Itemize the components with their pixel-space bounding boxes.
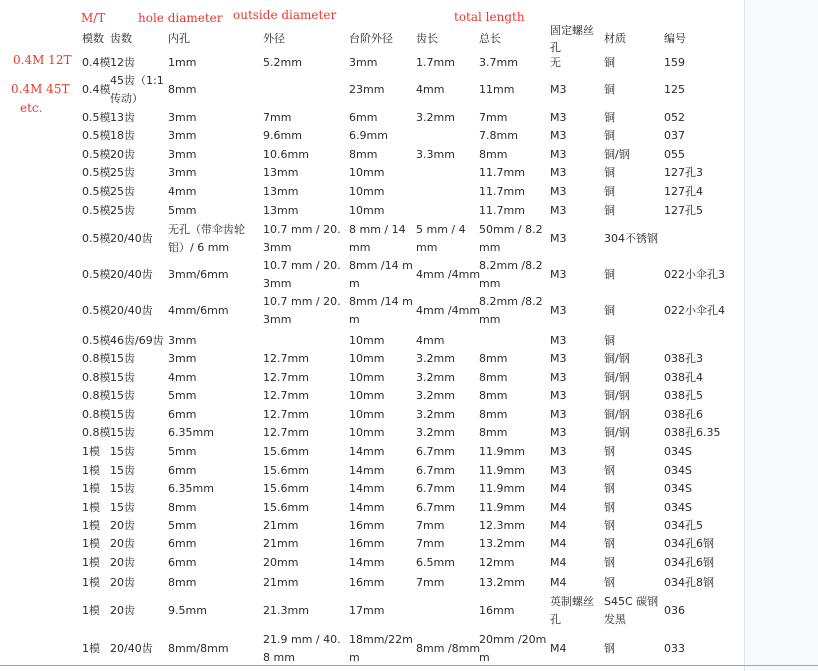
cell-step-outer-diameter: 8mm [349,148,378,161]
cell-modulus: 0.8模 [82,389,111,402]
cell-set-screw-hole: M4 [550,576,567,589]
cell-total-length: 50mm / 8.2 mm [479,222,543,254]
cell-part-number: 034S [664,482,692,495]
cell-material: 铜 [604,333,615,347]
cell-modulus: 1模 [82,576,100,589]
cell-material: 钢 [604,556,615,569]
cell-outer-diameter: 21mm [263,576,299,589]
cell-tooth-length: 3.2mm [416,408,455,421]
cell-bore: 6mm [168,408,197,421]
cell-modulus: 0.8模 [82,426,111,439]
cell-step-outer-diameter: 6mm [349,110,378,124]
column-header-tooth-length: 齿长 [416,32,438,45]
column-header-outer-diameter: 外径 [263,32,285,45]
cell-bore: 6mm [168,464,197,477]
cell-outer-diameter: 5.2mm [263,55,302,69]
cell-total-length: 11mm [479,82,515,96]
cell-tooth-length: 5 mm / 4 mm [416,222,466,254]
cell-bore: 无孔（带伞齿轮铝）/ 6 mm [168,222,245,254]
cell-material: 铜/钢 [604,352,630,365]
cell-part-number: 038孔5 [664,389,703,402]
cell-part-number: 125 [664,82,685,96]
cell-tooth-count: 46齿/69齿 [110,333,164,347]
cell-bore: 3mm [168,352,197,365]
column-header-tooth-count: 齿数 [110,32,132,45]
cell-set-screw-hole: M4 [550,556,567,569]
cell-outer-diameter: 21mm [263,519,299,532]
cell-step-outer-diameter: 14mm [349,501,385,514]
cell-set-screw-hole: M4 [550,537,567,550]
cell-bore: 4mm/6mm [168,304,229,317]
cell-bore: 1mm [168,55,197,69]
cell-set-screw-hole: M4 [550,482,567,495]
cell-part-number: 127孔5 [664,204,703,217]
cell-modulus: 0.5模 [82,204,111,217]
cell-bore: 3mm [168,333,197,347]
cell-set-screw-hole: M3 [550,352,567,365]
cell-bore: 6.35mm [168,426,214,439]
cell-modulus: 0.5模 [82,268,111,281]
cell-outer-diameter: 12.7mm [263,426,309,439]
annotation-hole-diameter: hole diameter [138,11,223,25]
cell-part-number: 038孔6.35 [664,426,721,439]
cell-bore: 6.35mm [168,482,214,495]
cell-bore: 3mm [168,148,197,161]
cell-set-screw-hole: M3 [550,426,567,439]
cell-material: 钢 [604,482,615,495]
cell-material: 铜/钢 [604,408,630,421]
cell-total-length: 11.9mm [479,464,525,477]
right-panel [745,0,818,671]
cell-step-outer-diameter: 10mm [349,204,385,217]
cell-step-outer-diameter: 6.9mm [349,129,388,142]
cell-bore: 8mm [168,501,197,514]
column-header-set-screw-hole: 固定螺丝孔 [550,24,594,54]
cell-tooth-count: 20/40齿 [110,268,153,281]
cell-outer-diameter: 15.6mm [263,445,309,458]
cell-outer-diameter: 15.6mm [263,464,309,477]
cell-step-outer-diameter: 10mm [349,408,385,421]
cell-tooth-length: 6.7mm [416,445,455,458]
cell-part-number: 034S [664,464,692,477]
cell-bore: 4mm [168,371,197,384]
cell-bore: 3mm [168,166,197,179]
cell-modulus: 0.5模 [82,110,111,124]
cell-material: 钢 [604,519,615,532]
cell-bore: 8mm [168,82,197,96]
cell-outer-diameter: 20mm [263,556,299,569]
cell-set-screw-hole: M4 [550,501,567,514]
cell-part-number: 127孔3 [664,166,703,179]
cell-tooth-count: 25齿 [110,185,135,198]
cell-set-screw-hole: M3 [550,204,567,217]
cell-modulus: 0.5模 [82,304,111,317]
cell-outer-diameter: 10.7 mm / 20.3mm [263,259,341,290]
cell-tooth-length: 3.2mm [416,389,455,402]
cell-bore: 8mm/8mm [168,642,229,655]
cell-modulus: 0.8模 [82,352,111,365]
cell-set-screw-hole: M3 [550,304,567,317]
cell-part-number: 034S [664,501,692,514]
cell-tooth-length: 7mm [416,537,445,550]
cell-material: 钢 [604,576,615,589]
cell-set-screw-hole: M3 [550,166,567,179]
cell-tooth-count: 20齿 [110,537,135,550]
cell-tooth-count: 25齿 [110,204,135,217]
cell-bore: 4mm [168,185,197,198]
cell-tooth-length: 3.2mm [416,110,455,124]
cell-total-length: 8.2mm /8.2mm [479,295,543,326]
cell-modulus: 0.5模 [82,231,111,245]
cell-modulus: 0.4模 [82,55,111,69]
cell-modulus: 0.5模 [82,333,111,347]
cell-tooth-count: 20齿 [110,148,135,161]
cell-outer-diameter: 21.9 mm / 40.8 mm [263,633,341,664]
cell-part-number: 159 [664,55,685,69]
cell-outer-diameter: 7mm [263,110,292,124]
annotation-mt: M/T [81,11,106,25]
cell-modulus: 1模 [82,482,100,495]
cell-modulus: 1模 [82,537,100,550]
cell-tooth-count: 20齿 [110,576,135,589]
cell-outer-diameter: 15.6mm [263,501,309,514]
cell-total-length: 11.9mm [479,501,525,514]
cell-bore: 9.5mm [168,604,207,617]
cell-tooth-count: 20/40齿 [110,231,153,245]
cell-part-number: 052 [664,110,685,124]
cell-outer-diameter: 15.6mm [263,482,309,495]
cell-bore: 8mm [168,576,197,589]
annotation-total-length: total length [454,10,525,24]
cell-outer-diameter: 13mm [263,166,299,179]
cell-outer-diameter: 21mm [263,537,299,550]
cell-total-length: 13.2mm [479,537,525,550]
cell-set-screw-hole: M3 [550,185,567,198]
cell-total-length: 8mm [479,408,508,421]
cell-tooth-count: 20齿 [110,519,135,532]
cell-part-number: 127孔4 [664,185,703,198]
cell-tooth-count: 15齿 [110,408,135,421]
cell-total-length: 20mm /20mm [479,633,547,664]
cell-step-outer-diameter: 14mm [349,556,385,569]
cell-outer-diameter: 10.6mm [263,148,309,161]
cell-total-length: 8.2mm /8.2mm [479,259,543,290]
cell-material: 铜 [604,268,615,281]
cell-step-outer-diameter: 14mm [349,445,385,458]
cell-part-number: 033 [664,642,685,655]
annotation-outside-diameter: outside diameter [233,8,337,22]
cell-modulus: 0.4模 [82,82,111,96]
cell-set-screw-hole: M3 [550,110,567,124]
cell-set-screw-hole: M3 [550,464,567,477]
cell-total-length: 7mm [479,110,508,124]
cell-tooth-length: 6.7mm [416,464,455,477]
cell-set-screw-hole: M3 [550,82,567,96]
cell-bore: 5mm [168,519,197,532]
cell-step-outer-diameter: 16mm [349,576,385,589]
cell-modulus: 1模 [82,556,100,569]
cell-total-length: 11.9mm [479,445,525,458]
cell-tooth-count: 20/40齿 [110,304,153,317]
cell-bore: 3mm [168,129,197,142]
cell-total-length: 11.7mm [479,204,525,217]
cell-material: 304不锈钢 [604,231,658,245]
cell-total-length: 8mm [479,148,508,161]
cell-material: 铜 [604,304,615,317]
cell-modulus: 1模 [82,519,100,532]
cell-tooth-count: 25齿 [110,166,135,179]
annotation-example-1: 0.4M 12T [13,53,72,67]
cell-total-length: 8mm [479,352,508,365]
cell-total-length: 8mm [479,371,508,384]
cell-tooth-length: 7mm [416,576,445,589]
cell-modulus: 0.8模 [82,408,111,421]
cell-tooth-length: 4mm [416,333,445,347]
cell-tooth-count: 15齿 [110,501,135,514]
cell-tooth-length: 3.2mm [416,352,455,365]
cell-step-outer-diameter: 14mm [349,482,385,495]
cell-outer-diameter: 12.7mm [263,389,309,402]
cell-tooth-count: 45齿（1:1传动） [110,73,164,105]
cell-set-screw-hole: 英制螺丝孔 [550,595,594,626]
cell-outer-diameter: 21.3mm [263,604,309,617]
cell-material: 铜 [604,55,615,69]
cell-tooth-count: 20齿 [110,556,135,569]
cell-tooth-length: 7mm [416,519,445,532]
cell-tooth-count: 20齿 [110,604,135,617]
cell-step-outer-diameter: 23mm [349,82,385,96]
cell-modulus: 1模 [82,501,100,514]
cell-set-screw-hole: 无 [550,55,561,69]
cell-total-length: 3.7mm [479,55,518,69]
cell-tooth-length: 6.7mm [416,501,455,514]
cell-step-outer-diameter: 10mm [349,426,385,439]
cell-part-number: 034孔8钢 [664,576,714,589]
cell-set-screw-hole: M3 [550,268,567,281]
cell-tooth-count: 18齿 [110,129,135,142]
cell-step-outer-diameter: 3mm [349,55,378,69]
cell-material: 钢 [604,501,615,514]
cell-tooth-count: 15齿 [110,464,135,477]
cell-tooth-count: 12齿 [110,55,135,69]
cell-tooth-length: 3.2mm [416,426,455,439]
cell-outer-diameter: 13mm [263,204,299,217]
cell-bore: 3mm [168,110,197,124]
cell-step-outer-diameter: 14mm [349,464,385,477]
cell-modulus: 1模 [82,464,100,477]
cell-total-length: 11.7mm [479,166,525,179]
cell-modulus: 0.5模 [82,148,111,161]
cell-set-screw-hole: M4 [550,519,567,532]
cell-bore: 5mm [168,389,197,402]
cell-bore: 6mm [168,556,197,569]
cell-material: 铜 [604,166,615,179]
cell-modulus: 1模 [82,445,100,458]
cell-step-outer-diameter: 10mm [349,371,385,384]
cell-outer-diameter: 10.7 mm / 20.3mm [263,295,341,326]
cell-set-screw-hole: M3 [550,231,567,245]
cell-step-outer-diameter: 10mm [349,333,385,347]
cell-part-number: 022小伞孔4 [664,304,725,317]
cell-step-outer-diameter: 8mm /14 mm [349,259,413,290]
cell-step-outer-diameter: 10mm [349,352,385,365]
cell-total-length: 11.7mm [479,185,525,198]
cell-part-number: 034孔6钢 [664,537,714,550]
cell-tooth-length: 4mm /4mm [416,268,481,281]
cell-material: 钢 [604,537,615,550]
cell-modulus: 0.5模 [82,129,111,142]
cell-material: 铜 [604,185,615,198]
cell-set-screw-hole: M3 [550,148,567,161]
cell-tooth-count: 13齿 [110,110,135,124]
cell-tooth-length: 1.7mm [416,55,455,69]
cell-total-length: 12.3mm [479,519,525,532]
cell-total-length: 7.8mm [479,129,518,142]
cell-step-outer-diameter: 16mm [349,537,385,550]
cell-tooth-count: 15齿 [110,426,135,439]
cell-tooth-count: 15齿 [110,389,135,402]
cell-material: 铜 [604,129,615,142]
cell-tooth-count: 15齿 [110,445,135,458]
cell-total-length: 8mm [479,389,508,402]
cell-part-number: 038孔6 [664,408,703,421]
cell-step-outer-diameter: 18mm/22m m [349,633,413,664]
cell-outer-diameter: 12.7mm [263,408,309,421]
cell-set-screw-hole: M3 [550,333,567,347]
cell-outer-diameter: 12.7mm [263,371,309,384]
cell-bore: 5mm [168,445,197,458]
column-header-total-length: 总长 [479,32,501,45]
annotation-example-2: 0.4M 45T [11,82,70,96]
cell-step-outer-diameter: 10mm [349,166,385,179]
cell-set-screw-hole: M3 [550,408,567,421]
cell-part-number: 038孔3 [664,352,703,365]
cell-modulus: 0.5模 [82,185,111,198]
cell-bore: 3mm/6mm [168,268,229,281]
cell-set-screw-hole: M3 [550,389,567,402]
cell-material: 铜 [604,82,615,96]
cell-step-outer-diameter: 10mm [349,389,385,402]
cell-material: 铜/钢 [604,389,630,402]
cell-total-length: 13.2mm [479,576,525,589]
cell-step-outer-diameter: 10mm [349,185,385,198]
cell-set-screw-hole: M3 [550,445,567,458]
cell-tooth-length: 8mm /8mm [416,642,481,655]
cell-outer-diameter: 10.7 mm / 20.3mm [263,222,341,254]
cell-tooth-length: 6.5mm [416,556,455,569]
cell-step-outer-diameter: 17mm [349,604,385,617]
cell-material: 铜/钢 [604,148,630,161]
column-header-bore: 内孔 [168,32,190,45]
cell-total-length: 12mm [479,556,515,569]
cell-material: 钢 [604,445,615,458]
cell-part-number: 037 [664,129,685,142]
annotation-example-3: etc. [20,101,43,115]
cell-bore: 6mm [168,537,197,550]
cell-total-length: 16mm [479,604,515,617]
cell-modulus: 0.8模 [82,371,111,384]
cell-material: 铜 [604,110,615,124]
cell-part-number: 055 [664,148,685,161]
cell-modulus: 1模 [82,642,100,655]
cell-tooth-length: 3.2mm [416,371,455,384]
cell-part-number: 022小伞孔3 [664,268,725,281]
cell-set-screw-hole: M3 [550,129,567,142]
cell-step-outer-diameter: 8 mm / 14 mm [349,222,406,254]
cell-tooth-length: 4mm [416,82,445,96]
cell-outer-diameter: 13mm [263,185,299,198]
cell-material: S45C 碳钢发黑 [604,595,659,626]
cell-step-outer-diameter: 16mm [349,519,385,532]
column-header-modulus: 模数 [82,32,104,45]
cell-total-length: 11.9mm [479,482,525,495]
cell-material: 铜 [604,204,615,217]
column-header-material: 材质 [604,32,626,45]
cell-step-outer-diameter: 8mm /14 mm [349,295,413,326]
cell-modulus: 1模 [82,604,100,617]
cell-tooth-length: 4mm /4mm [416,304,481,317]
cell-material: 钢 [604,642,615,655]
cell-outer-diameter: 12.7mm [263,352,309,365]
cell-material: 钢 [604,464,615,477]
cell-tooth-count: 15齿 [110,482,135,495]
cell-set-screw-hole: M3 [550,371,567,384]
cell-set-screw-hole: M4 [550,642,567,655]
cell-outer-diameter: 9.6mm [263,129,302,142]
cell-material: 铜/钢 [604,371,630,384]
cell-part-number: 034孔6钢 [664,556,714,569]
cell-material: 铜/钢 [604,426,630,439]
cell-tooth-count: 20/40齿 [110,642,153,655]
cell-total-length: 8mm [479,426,508,439]
cell-tooth-length: 3.3mm [416,148,455,161]
cell-tooth-count: 15齿 [110,371,135,384]
cell-part-number: 036 [664,604,685,617]
cell-tooth-length: 6.7mm [416,482,455,495]
column-header-part-number: 编号 [664,32,686,45]
cell-tooth-count: 15齿 [110,352,135,365]
cell-bore: 5mm [168,204,197,217]
cell-part-number: 034孔5 [664,519,703,532]
cell-part-number: 034S [664,445,692,458]
cell-part-number: 038孔4 [664,371,703,384]
column-header-step-outer-diameter: 台阶外径 [349,32,393,45]
cell-modulus: 0.5模 [82,166,111,179]
